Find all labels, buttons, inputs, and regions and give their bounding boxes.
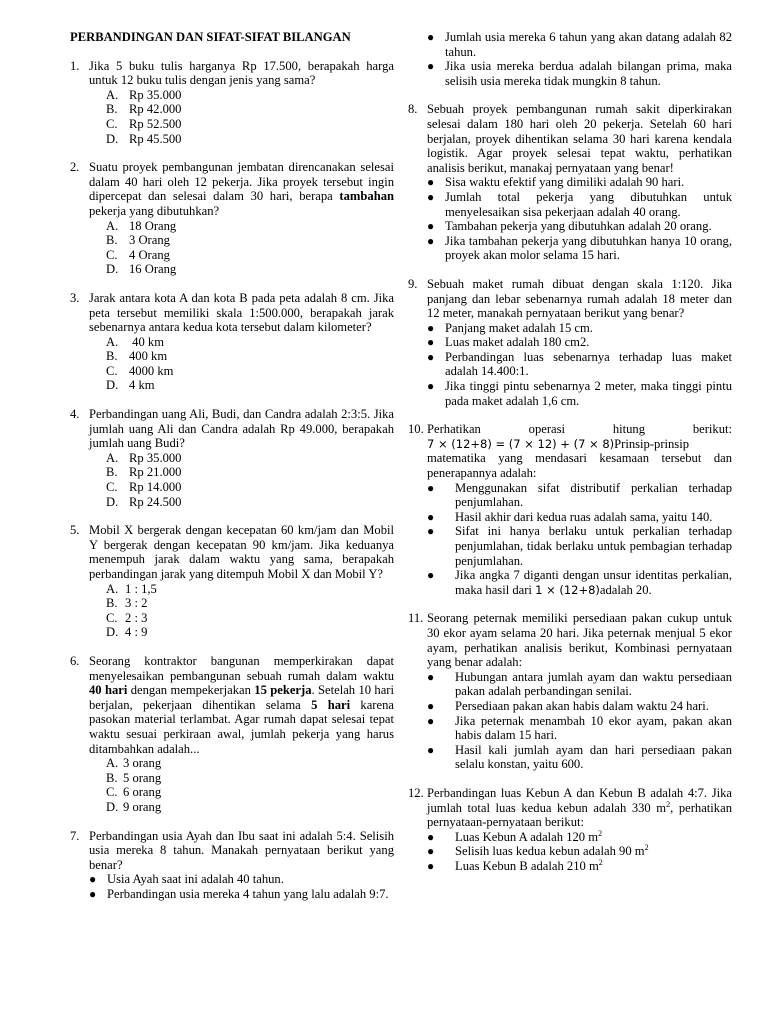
bullet-item: ● Panjang maket adalah 15 cm. [427, 320, 593, 335]
bullet-icon: ● [427, 59, 435, 74]
bullet-list [427, 30, 732, 88]
bullet-item: ● Menggunakan sifat distributif perkalian terhadap penjumlahan. [427, 480, 732, 510]
bullet-icon: ● [89, 872, 97, 887]
option: B. 5 orang [106, 770, 162, 785]
options-list [89, 219, 394, 277]
bullet-icon: ● [427, 742, 435, 757]
bullet-list [427, 321, 732, 409]
bullet-icon: ● [427, 480, 435, 495]
option: D. 16 Orang [106, 262, 177, 277]
option: B. 400 km [106, 349, 168, 364]
bullet-icon: ● [427, 219, 435, 234]
page-title: PERBANDINGAN DAN SIFAT-SIFAT BILANGAN [70, 30, 351, 44]
question-text: Jika 5 buku tulis harganya Rp 17.500, berapakah harga untuk 12 buku tulis dengan jenis yang sama? [89, 58, 394, 88]
option: D. 9 orang [106, 799, 162, 814]
question-number: 11. [408, 611, 424, 626]
formula-line: 7 × (12+8) = (7 × 12) + (7 × 8)Prinsip-prinsip [427, 436, 690, 451]
question-5 [70, 523, 394, 640]
option: D. 4 km [106, 378, 155, 393]
options-list [89, 335, 394, 393]
question-text-line: Perhatikan operasi hitung berikut: [427, 422, 732, 437]
question-12 [408, 786, 732, 874]
right-column [408, 30, 732, 887]
option: B. 3 : 2 [106, 596, 148, 611]
option: B. Rp 42.000 [106, 102, 182, 117]
option: A. Rp 35.000 [106, 87, 182, 102]
option: A. 18 Orang [106, 218, 177, 233]
bullet-list [427, 481, 732, 598]
bullet-icon: ● [427, 713, 435, 728]
question-text: Perbandingan uang Ali, Budi, dan Candra adalah 2:3:5. Jika jumlah uang Ali dan Candra adalah Rp 49.000, berapakah jumlah uang Budi? [89, 407, 394, 451]
bullet-item: ● Selisih luas kedua kebun adalah 90 $m^2$ [427, 843, 649, 859]
bullet-list [89, 872, 394, 901]
option: B. Rp 21.000 [106, 465, 182, 480]
option: A. Rp 35.000 [106, 450, 182, 465]
bullet-icon: ● [427, 233, 435, 248]
question-text: Seorang kontraktor bangunan memperkirakan dapat menyelesaikan pembangunan sebuah rumah dalam waktu 40 hari dengan mempekerjakan 15 pekerja. Setelah 10 hari berjalan, pekerjaan dihentikan selama 5 hari karena pasokan material terlambat. Agar rumah dapat selesai tepat waktu sesuai perkiraan awal, jumlah pekerja yang harus ditambahkan adalah... [89, 653, 394, 756]
options-list [89, 756, 394, 814]
bullet-item: ● Perbandingan luas sebenarnya terhadap luas maket adalah 14.400:1. [427, 349, 732, 379]
left-column [70, 30, 394, 915]
question-10 [408, 422, 732, 597]
question-text: Sebuah proyek pembangunan rumah sakit diperkirakan selesai dalam 180 hari oleh 20 pekerja. Setelah 60 hari berjalan, proyek dihentikan selama 30 hari karena kendala logistik. Agar proyek selesai tepat waktu, perhatikan analisis berikut, manakaj pernyataan yang benar! [427, 102, 732, 175]
option: C. Rp 52.500 [106, 116, 182, 131]
formula: 7 × (12+8) = (7 × 12) + (7 × 8) [427, 436, 615, 451]
bullet-item: ● Perbandingan usia mereka 4 tahun yang lalu adalah 9:7. [89, 886, 389, 901]
question-number: 12. [408, 785, 424, 800]
bullet-icon: ● [427, 349, 435, 364]
bullet-icon: ● [427, 30, 435, 44]
options-list [89, 451, 394, 509]
question-text: Jarak antara kota A dan kota B pada peta adalah 8 cm. Jika peta tersebut memiliki skala 1:500.000, berapakah jarak sebenarnya antara kedua kota tersebut dalam kilometer? [89, 290, 394, 335]
bullet-item: ● Hubungan antara jumlah ayam dan waktu persediaan pakan adalah perbandingan senilai. [427, 669, 732, 699]
question-text: Seorang peternak memiliki persediaan pakan cukup untuk 30 ekor ayam selama 20 hari. Jika peternak menjual 5 ekor ayam, perhatikan analisis berikut, Kombinasi pernyataan yang benar adalah: [427, 611, 732, 670]
bullet-icon: ● [427, 379, 435, 394]
question-text: Mobil X bergerak dengan kecepatan 60 km/jam dan Mobil Y bergerak dengan kecepatan 90 km/jam. Jika keduanya menempuh jarak dalam waktu yang sama, berapakah perbandingan jarak yang ditempuh Mobil X dan Mobil Y? [89, 523, 394, 581]
bullet-item: ● Luas Kebun B adalah 210 $m^2$ [427, 857, 603, 873]
bullet-icon: ● [427, 524, 435, 539]
question-text: Perbandingan luas Kebun A dan Kebun B adalah 4:7. Jika jumlah total luas kedua kebun adalah 330 $m^2$, perhatikan pernyataan-pernyataan berikut: [427, 785, 732, 830]
question-7 [70, 829, 394, 902]
option: D. Rp 45.500 [106, 131, 182, 146]
question-text: Suatu proyek pembangunan jembatan direncanakan selesai dalam 40 hari oleh 12 pekerja. Jika proyek tersebut ingin dipercepat dan selesai dalam 30 hari, berapa tambahan pekerja yang dibutuhkan? [89, 160, 394, 218]
bullet-list [427, 830, 732, 874]
bullet-item: ● Jika angka 7 diganti dengan unsur identitas perkalian, maka hasil dari 1 × (12+8)adalah 20. [427, 568, 732, 597]
question-number: 4. [70, 407, 80, 422]
bullet-icon: ● [427, 829, 435, 844]
question-number: 3. [70, 290, 80, 305]
bullet-item: ● Sifat ini hanya berlaku untuk perkalian terhadap penjumlahan, tidak berlaku untuk pembagian terhadap penjumlahan. [427, 524, 732, 568]
question-text: Sebuah maket rumah dibuat dengan skala 1:120. Jika panjang dan lebar sebenarnya rumah adalah 18 meter dan 12 meter, manakah pernyataan berikut yang benar? [427, 276, 732, 321]
question-number: 8. [408, 102, 418, 117]
question-4 [70, 407, 394, 509]
option: A. 3 orang [106, 756, 162, 771]
question-7-continued [408, 30, 732, 88]
bullet-item: ● Jika peternak menambah 10 ekor ayam, pakan akan habis dalam 15 hari. [427, 713, 732, 743]
bullet-item: ● Jika tambahan pekerja yang dibutuhkan hanya 10 orang, proyek akan molor selama 15 hari. [427, 233, 732, 263]
option: C. 6 orang [106, 785, 162, 800]
bullet-icon: ● [427, 669, 435, 684]
question-number: 9. [408, 276, 418, 291]
question-text: matematika yang mendasari kesamaan tersebut dan penerapannya adalah: [427, 451, 732, 481]
option: D. 4 : 9 [106, 625, 148, 640]
question-text: Perbandingan usia Ayah dan Ibu saat ini adalah 5:4. Selisih usia mereka 8 tahun. Manakah pernyataan berikut yang benar? [89, 828, 394, 872]
bullet-icon: ● [427, 509, 435, 524]
bullet-item: ● Hasil akhir dari kedua ruas adalah sama, yaitu 140. [427, 509, 713, 524]
bullet-item: ● Tambahan pekerja yang dibutuhkan adalah 20 orang. [427, 219, 712, 234]
bullet-item: ● Jika usia mereka berdua adalah bilangan prima, maka selisih usia mereka tidak mungkin 8 tahun. [427, 59, 732, 88]
option: C. Rp 14.000 [106, 480, 182, 495]
bullet-item: ● Hasil kali jumlah ayam dan hari persediaan pakan selalu konstan, yaitu 600. [427, 742, 732, 772]
option: C. 2 : 3 [106, 610, 148, 625]
question-number: 1. [70, 58, 80, 73]
bullet-list [427, 175, 732, 263]
question-11 [408, 611, 732, 772]
question-number: 2. [70, 160, 80, 175]
question-2 [70, 160, 394, 277]
question-number: 10. [408, 422, 424, 437]
question-6 [70, 654, 394, 815]
bullet-icon: ● [427, 858, 435, 873]
formula: 1 × (12+8) [535, 582, 600, 597]
option: C. 4 Orang [106, 247, 170, 262]
option: C. 4000 km [106, 363, 174, 378]
bullet-item: ● Jumlah total pekerja yang dibutuhkan untuk menyelesaikan sisa pekerjaan adalah 40 orang. [427, 189, 732, 219]
question-number: 5. [70, 523, 80, 538]
option: A. 1 : 1,5 [106, 581, 157, 596]
question-9 [408, 277, 732, 408]
option: B. 3 Orang [106, 233, 170, 248]
question-number: 7. [70, 828, 80, 843]
bullet-icon: ● [427, 189, 435, 204]
bullet-item: ● Jumlah usia mereka 6 tahun yang akan datang adalah 82 tahun. [427, 30, 732, 59]
option: D. Rp 24.500 [106, 494, 182, 509]
bullet-icon: ● [427, 568, 435, 583]
bullet-icon: ● [427, 175, 435, 190]
option: A. 40 km [106, 334, 164, 349]
bullet-item: ● Usia Ayah saat ini adalah 40 tahun. [89, 872, 284, 887]
bullet-icon: ● [427, 698, 435, 713]
bullet-item: ● Persediaan pakan akan habis dalam waktu 24 hari. [427, 698, 709, 713]
bullet-item: ● Luas Kebun A adalah 120 $m^2$ [427, 828, 603, 844]
bullet-icon: ● [427, 320, 435, 335]
question-3 [70, 291, 394, 393]
bullet-item: ● Sisa waktu efektif yang dimiliki adalah 90 hari. [427, 175, 685, 190]
bullet-icon: ● [427, 335, 435, 350]
bullet-icon: ● [427, 844, 435, 859]
question-number: 6. [70, 653, 80, 668]
options-list [89, 88, 394, 146]
options-list [89, 582, 394, 640]
bullet-icon: ● [89, 886, 97, 901]
bullet-list [427, 670, 732, 772]
bullet-item: ● Luas maket adalah 180 cm2. [427, 335, 590, 350]
bullet-item: ● Jika tinggi pintu sebenarnya 2 meter, maka tinggi pintu pada maket adalah 1,6 cm. [427, 379, 732, 408]
question-1 [70, 59, 394, 147]
question-8 [408, 102, 732, 263]
